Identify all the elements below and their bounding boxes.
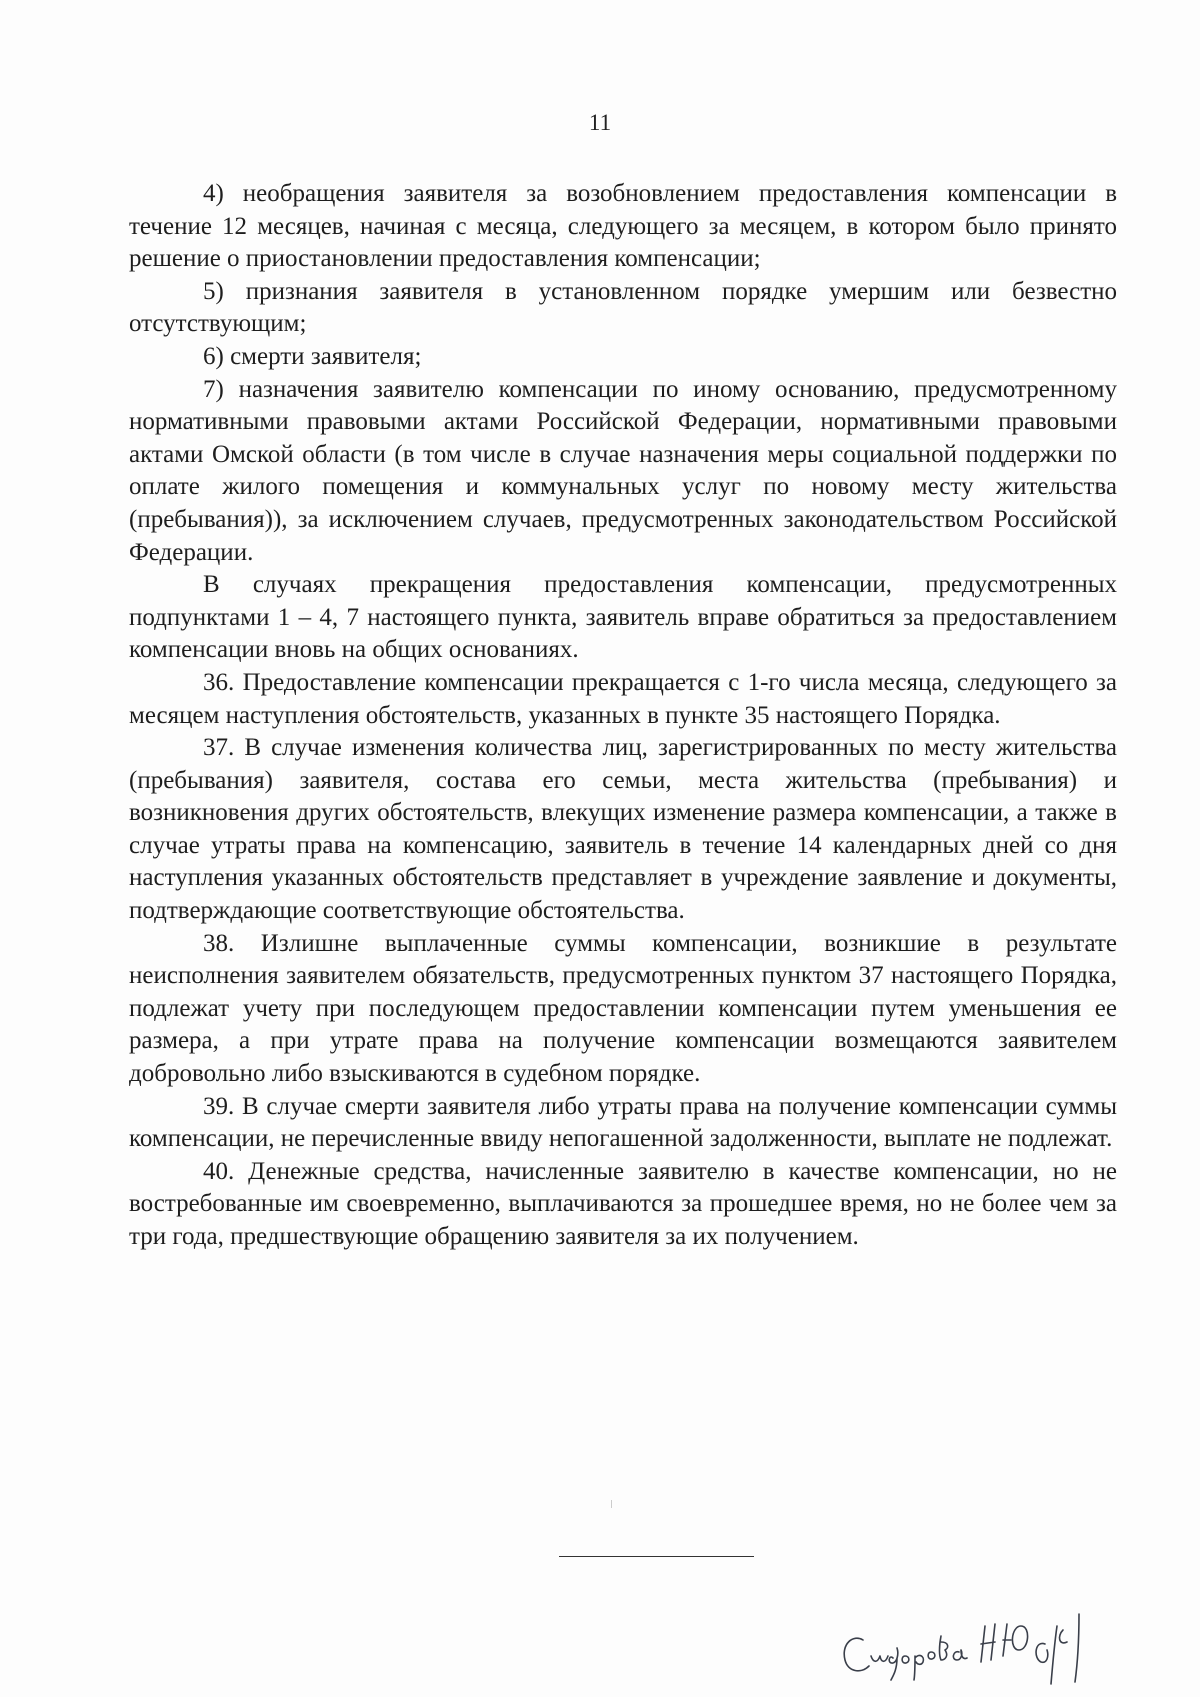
document-body — [129, 178, 1117, 1254]
paragraph-clause-39: 39. В случае смерти заявителя либо утраты права на получение компенсации суммы компенсации, не перечисленные ввиду непогашенной задолженности, выплате не подлежат. — [129, 1092, 1117, 1153]
paragraph-clause-40: 40. Денежные средства, начисленные заявителю в качестве компенсации, но не востребованные им своевременно, выплачиваются за прошедшее время, но не более чем за три года, предшествующие обращению заявителя за их получением. — [129, 1157, 1117, 1250]
paragraph-item-7: 7) назначения заявителю компенсации по иному основанию, предусмотренному нормативными правовыми актами Российской Федерации, нормативными правовыми актами Омской области (в том числе в случае назначения меры социальной поддержки по оплате жилого помещения и коммунальных услуг по новому месту жительства (пребывания)), за исключением случаев, предусмотренных законодательством Российской Федерации. — [129, 375, 1117, 566]
paragraph-item-6: 6) смерти заявителя; — [203, 342, 422, 370]
end-of-document-line — [559, 1556, 754, 1557]
paragraph-item-4: 4) необращения заявителя за возобновлением предоставления компенсации в течение 12 месяцев, начиная с месяца, следующего за месяцем, в котором было принято решение о приостановлении предоставления компенсации; — [129, 180, 1117, 273]
paragraph-termination-note: В случаях прекращения предоставления компенсации, предусмотренных подпунктами 1 – 4, 7 настоящего пункта, заявитель вправе обратиться за предоставлением компенсации вновь на общих основаниях. — [129, 571, 1117, 664]
paragraph-clause-38: 38. Излишне выплаченные суммы компенсации, возникшие в результате неисполнения заявителем обязательств, предусмотренных пунктом 37 настоящего Порядка, подлежат учету при последующем предоставлении компенсации путем уменьшения ее размера, а при утрате права на получение компенсации возмещаются заявителем добровольно либо взыскиваются в судебном порядке. — [129, 929, 1117, 1088]
page-number: 11 — [588, 110, 612, 135]
handwritten-signature — [835, 1600, 1135, 1685]
paragraph-clause-37: 37. В случае изменения количества лиц, зарегистрированных по месту жительства (пребывания) заявителя, состава его семьи, места жительства (пребывания) и возникновения других обстоятельств, влекущих изменение размера компенсации, а также в случае утраты права на компенсацию, заявитель в течение 14 календарных дней со дня наступления указанных обстоятельств представляет в учреждение заявление и документы, подтверждающие соответствующие обстоятельства. — [129, 734, 1117, 925]
paragraph-clause-36: 36. Предоставление компенсации прекращается с 1-го числа месяца, следующего за месяцем наступления обстоятельств, указанных в пункте 35 настоящего Порядка. — [129, 668, 1117, 729]
scan-mark — [611, 1500, 612, 1508]
paragraph-item-5: 5) признания заявителя в установленном порядке умершим или безвестно отсутствующим; — [129, 277, 1117, 338]
